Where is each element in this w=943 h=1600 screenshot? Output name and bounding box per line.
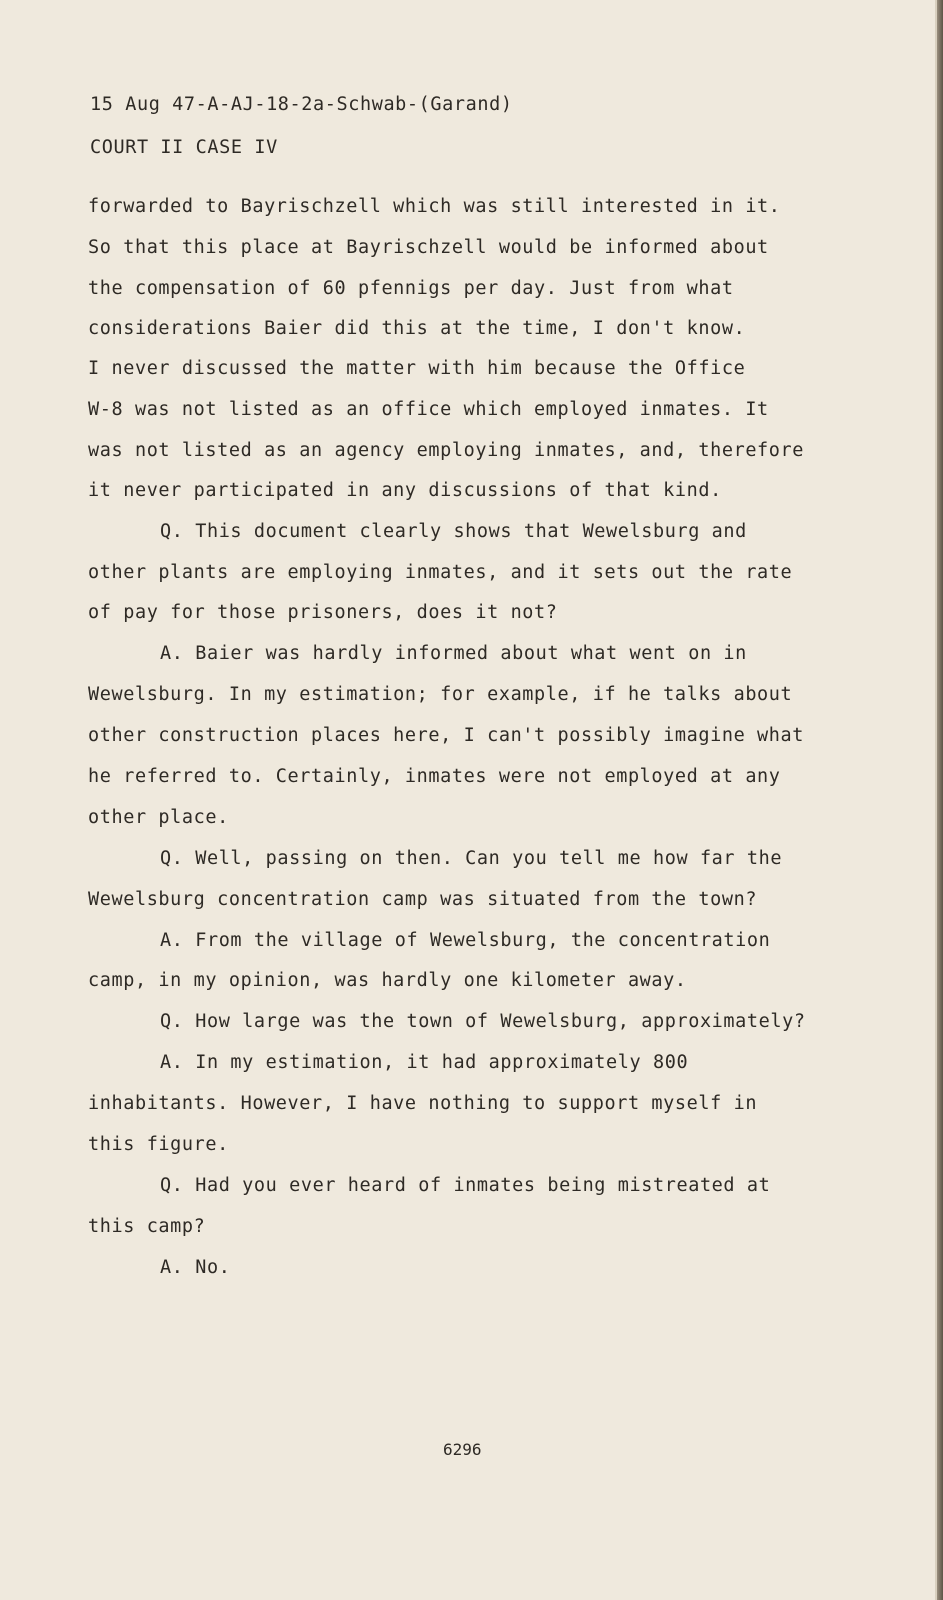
document-reference: 15 Aug 47-A-AJ-18-2a-Schwab-(Garand) — [90, 94, 513, 115]
text-line: Wewelsburg. In my estimation; for example, if he talks about — [88, 684, 793, 705]
text-line: camp, in my opinion, was hardly one kilometer away. — [88, 970, 687, 991]
text-line: inhabitants. However, I have nothing to support myself in — [88, 1093, 758, 1114]
question-line: Q. How large was the town of Wewelsburg, approximately? — [160, 1011, 806, 1032]
court-case-heading: COURT II CASE IV — [90, 137, 278, 158]
page-edge-shadow — [937, 0, 943, 1600]
page-number: 6296 — [443, 1440, 482, 1459]
text-line: he referred to. Certainly, inmates were not employed at any — [88, 766, 781, 787]
text-line: this figure. — [88, 1134, 229, 1155]
answer-line: A. No. — [160, 1257, 231, 1278]
answer-line: A. In my estimation, it had approximately 800 — [160, 1052, 689, 1073]
text-line: this camp? — [88, 1216, 206, 1237]
text-line: of pay for those prisoners, does it not? — [88, 602, 558, 623]
question-line: Q. Had you ever heard of inmates being mistreated at — [160, 1175, 771, 1196]
text-line: other construction places here, I can't possibly imagine what — [88, 725, 805, 746]
text-line: other place. — [88, 807, 229, 828]
text-line: forwarded to Bayrischzell which was still interested in it. — [88, 196, 781, 217]
text-line: W-8 was not listed as an office which employed inmates. It — [88, 399, 769, 420]
text-line: the compensation of 60 pfennigs per day. Just from what — [88, 278, 734, 299]
text-line: it never participated in any discussions of that kind. — [88, 480, 722, 501]
text-line: I never discussed the matter with him because the Office — [88, 358, 746, 379]
text-line: other plants are employing inmates, and it sets out the rate — [88, 562, 793, 583]
answer-line: A. From the village of Wewelsburg, the concentration — [160, 930, 771, 951]
answer-line: A. Baier was hardly informed about what went on in — [160, 643, 747, 664]
question-line: Q. Well, passing on then. Can you tell me how far the — [160, 848, 783, 869]
text-line: Wewelsburg concentration camp was situated from the town? — [88, 889, 758, 910]
text-line: was not listed as an agency employing inmates, and, therefore — [88, 440, 805, 461]
question-line: Q. This document clearly shows that Wewelsburg and — [160, 521, 747, 542]
text-line: considerations Baier did this at the time, I don't know. — [88, 318, 746, 339]
text-line: So that this place at Bayrischzell would be informed about — [88, 237, 769, 258]
